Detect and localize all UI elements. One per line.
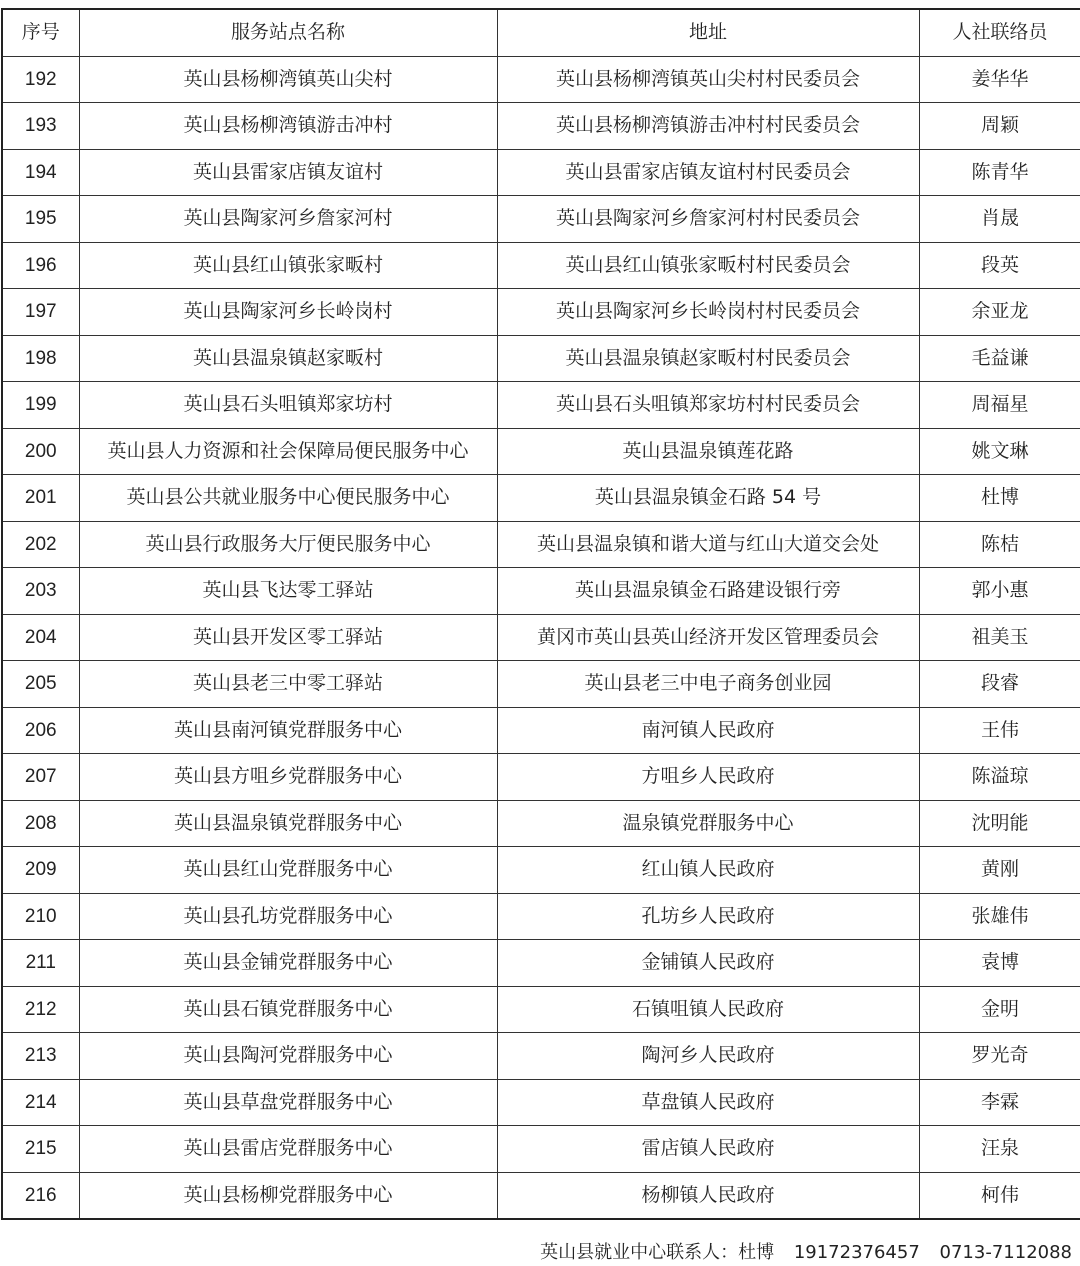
cell-contact: 李霖: [919, 1079, 1080, 1126]
cell-address: 杨柳镇人民政府: [497, 1172, 919, 1219]
header-station-name: 服务站点名称: [79, 9, 497, 56]
cell-no: 214: [2, 1079, 79, 1126]
header-row: [2, 9, 1080, 56]
cell-station-name: 英山县陶家河乡长岭岗村: [79, 289, 497, 336]
cell-no: 207: [2, 754, 79, 801]
cell-no: 196: [2, 242, 79, 289]
table-row: [2, 56, 1080, 103]
cell-address: 英山县陶家河乡长岭岗村村民委员会: [497, 289, 919, 336]
cell-no: 215: [2, 1126, 79, 1173]
cell-station-name: 英山县人力资源和社会保障局便民服务中心: [79, 428, 497, 475]
cell-station-name: 英山县温泉镇赵家畈村: [79, 335, 497, 382]
cell-contact: 余亚龙: [919, 289, 1080, 336]
cell-no: 199: [2, 382, 79, 429]
cell-contact: 沈明能: [919, 800, 1080, 847]
cell-address: 英山县温泉镇和谐大道与红山大道交会处: [497, 521, 919, 568]
service-station-table: [1, 8, 1080, 1220]
cell-station-name: 英山县孔坊党群服务中心: [79, 893, 497, 940]
cell-contact: 毛益谦: [919, 335, 1080, 382]
cell-address: 方咀乡人民政府: [497, 754, 919, 801]
cell-station-name: 英山县开发区零工驿站: [79, 614, 497, 661]
cell-contact: 段英: [919, 242, 1080, 289]
cell-contact: 陈青华: [919, 149, 1080, 196]
cell-contact: 陈桔: [919, 521, 1080, 568]
footer-contact-label: 英山县就业中心联系人：杜博: [540, 1242, 775, 1263]
table-row: [2, 149, 1080, 196]
table-row: [2, 661, 1080, 708]
footer-contact-line: [540, 1238, 1072, 1264]
footer-mobile: 19172376457: [793, 1242, 920, 1263]
cell-contact: 祖美玉: [919, 614, 1080, 661]
cell-contact: 杜博: [919, 475, 1080, 522]
cell-no: 194: [2, 149, 79, 196]
cell-no: 197: [2, 289, 79, 336]
cell-station-name: 英山县石头咀镇郑家坊村: [79, 382, 497, 429]
cell-address: 英山县老三中电子商务创业园: [497, 661, 919, 708]
cell-address: 英山县杨柳湾镇游击冲村村民委员会: [497, 103, 919, 150]
cell-no: 204: [2, 614, 79, 661]
cell-contact: 周福星: [919, 382, 1080, 429]
cell-contact: 袁博: [919, 940, 1080, 987]
cell-station-name: 英山县飞达零工驿站: [79, 568, 497, 615]
cell-contact: 柯伟: [919, 1172, 1080, 1219]
cell-station-name: 英山县杨柳湾镇游击冲村: [79, 103, 497, 150]
cell-station-name: 英山县杨柳党群服务中心: [79, 1172, 497, 1219]
cell-address: 英山县温泉镇赵家畈村村民委员会: [497, 335, 919, 382]
table-row: [2, 800, 1080, 847]
cell-no: 200: [2, 428, 79, 475]
cell-no: 202: [2, 521, 79, 568]
cell-address: 英山县温泉镇金石路建设银行旁: [497, 568, 919, 615]
table-row: [2, 940, 1080, 987]
cell-no: 210: [2, 893, 79, 940]
table-row: [2, 428, 1080, 475]
table-row: [2, 289, 1080, 336]
cell-contact: 王伟: [919, 707, 1080, 754]
cell-no: 209: [2, 847, 79, 894]
cell-contact: 段睿: [919, 661, 1080, 708]
cell-address: 英山县杨柳湾镇英山尖村村民委员会: [497, 56, 919, 103]
table-row: [2, 1033, 1080, 1080]
cell-address: 英山县红山镇张家畈村村民委员会: [497, 242, 919, 289]
cell-no: 198: [2, 335, 79, 382]
cell-address: 黄冈市英山县英山经济开发区管理委员会: [497, 614, 919, 661]
cell-no: 193: [2, 103, 79, 150]
cell-station-name: 英山县石镇党群服务中心: [79, 986, 497, 1033]
table-row: [2, 614, 1080, 661]
table-row: [2, 335, 1080, 382]
cell-address: 红山镇人民政府: [497, 847, 919, 894]
cell-station-name: 英山县温泉镇党群服务中心: [79, 800, 497, 847]
cell-no: 213: [2, 1033, 79, 1080]
table-row: [2, 1079, 1080, 1126]
header-address: 地址: [497, 9, 919, 56]
header-contact: 人社联络员: [919, 9, 1080, 56]
table-row: [2, 707, 1080, 754]
table-row: [2, 242, 1080, 289]
cell-contact: 张雄伟: [919, 893, 1080, 940]
cell-station-name: 英山县陶河党群服务中心: [79, 1033, 497, 1080]
cell-contact: 姚文琳: [919, 428, 1080, 475]
cell-station-name: 英山县红山党群服务中心: [79, 847, 497, 894]
table-row: [2, 986, 1080, 1033]
cell-no: 203: [2, 568, 79, 615]
cell-address: 英山县温泉镇金石路 54 号: [497, 475, 919, 522]
cell-station-name: 英山县老三中零工驿站: [79, 661, 497, 708]
cell-contact: 汪泉: [919, 1126, 1080, 1173]
cell-address: 温泉镇党群服务中心: [497, 800, 919, 847]
cell-address: 英山县陶家河乡詹家河村村民委员会: [497, 196, 919, 243]
table-row: [2, 196, 1080, 243]
station-list-sheet: [0, 8, 1080, 1220]
cell-station-name: 英山县公共就业服务中心便民服务中心: [79, 475, 497, 522]
cell-station-name: 英山县金铺党群服务中心: [79, 940, 497, 987]
cell-address: 英山县温泉镇莲花路: [497, 428, 919, 475]
footer-phone: 0713-7112088: [939, 1242, 1072, 1263]
cell-station-name: 英山县陶家河乡詹家河村: [79, 196, 497, 243]
table-row: [2, 893, 1080, 940]
cell-no: 212: [2, 986, 79, 1033]
table-row: [2, 521, 1080, 568]
cell-contact: 罗光奇: [919, 1033, 1080, 1080]
cell-contact: 黄刚: [919, 847, 1080, 894]
cell-contact: 肖晟: [919, 196, 1080, 243]
cell-no: 205: [2, 661, 79, 708]
table-body: [2, 56, 1080, 1219]
table-row: [2, 1126, 1080, 1173]
cell-contact: 金明: [919, 986, 1080, 1033]
cell-station-name: 英山县杨柳湾镇英山尖村: [79, 56, 497, 103]
cell-no: 195: [2, 196, 79, 243]
cell-contact: 周颖: [919, 103, 1080, 150]
table-row: [2, 754, 1080, 801]
cell-no: 201: [2, 475, 79, 522]
cell-station-name: 英山县行政服务大厅便民服务中心: [79, 521, 497, 568]
table-row: [2, 568, 1080, 615]
cell-address: 南河镇人民政府: [497, 707, 919, 754]
cell-address: 石镇咀镇人民政府: [497, 986, 919, 1033]
cell-no: 206: [2, 707, 79, 754]
table-row: [2, 382, 1080, 429]
table-row: [2, 1172, 1080, 1219]
cell-address: 孔坊乡人民政府: [497, 893, 919, 940]
cell-contact: 陈溢琼: [919, 754, 1080, 801]
cell-no: 216: [2, 1172, 79, 1219]
cell-station-name: 英山县草盘党群服务中心: [79, 1079, 497, 1126]
cell-no: 192: [2, 56, 79, 103]
cell-address: 金铺镇人民政府: [497, 940, 919, 987]
table-row: [2, 847, 1080, 894]
cell-no: 208: [2, 800, 79, 847]
cell-contact: 姜华华: [919, 56, 1080, 103]
cell-station-name: 英山县雷店党群服务中心: [79, 1126, 497, 1173]
cell-station-name: 英山县红山镇张家畈村: [79, 242, 497, 289]
cell-address: 英山县雷家店镇友谊村村民委员会: [497, 149, 919, 196]
table-header: [2, 9, 1080, 56]
table-row: [2, 475, 1080, 522]
cell-address: 雷店镇人民政府: [497, 1126, 919, 1173]
cell-address: 草盘镇人民政府: [497, 1079, 919, 1126]
cell-station-name: 英山县方咀乡党群服务中心: [79, 754, 497, 801]
cell-station-name: 英山县南河镇党群服务中心: [79, 707, 497, 754]
cell-contact: 郭小惠: [919, 568, 1080, 615]
cell-no: 211: [2, 940, 79, 987]
table-row: [2, 103, 1080, 150]
cell-address: 陶河乡人民政府: [497, 1033, 919, 1080]
cell-station-name: 英山县雷家店镇友谊村: [79, 149, 497, 196]
header-no: 序号: [2, 9, 79, 56]
cell-address: 英山县石头咀镇郑家坊村村民委员会: [497, 382, 919, 429]
